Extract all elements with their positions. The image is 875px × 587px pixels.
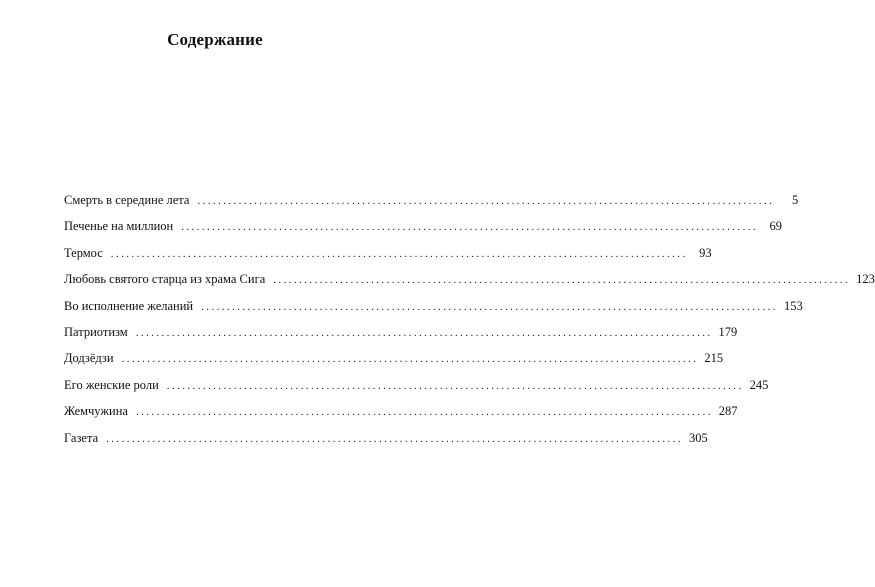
table-of-contents [64,193,875,457]
dot-leader: ................................................................................................................ [106,432,683,445]
dot-leader: ................................................................................................................ [110,247,688,260]
dot-leader: ................................................................................................................ [135,406,713,419]
toc-entry-title: Печенье на миллион [64,219,174,234]
toc-entry-title: Термос [64,245,103,260]
toc-entry-title: Смерть в середине лета [64,193,190,207]
toc-entry [64,219,783,245]
toc-entry-page-number: 69 [769,219,783,234]
dot-leader: ................................................................................................................ [135,326,713,339]
toc-entry [64,430,708,457]
page-title: Содержание [167,30,263,49]
toc-entry-page-number: 93 [699,245,712,260]
toc-entry-page-number: 215 [704,351,724,366]
toc-entry-page-number: 5 [792,193,799,207]
toc-entry-title: Во исполнение желаний [64,298,194,313]
toc-entry-title: Додзёдзи [64,351,114,366]
toc-entry-title: Его женские роли [64,377,159,392]
toc-entry-page-number: 123 [856,272,875,287]
toc-entry [64,324,738,351]
dot-leader: ................................................................................................................ [197,195,775,207]
toc-entry [64,404,738,430]
toc-entry [64,351,724,377]
toc-entry-title: Жемчужина [64,404,128,419]
toc-entry [64,245,712,272]
toc-entry [64,193,799,219]
dot-leader: ................................................................................................................ [181,221,759,234]
dot-leader: ................................................................................................................ [273,274,851,287]
dot-leader: ................................................................................................................ [201,300,778,313]
toc-entry [64,272,875,298]
toc-entry-page-number: 153 [783,298,803,313]
toc-entry-title: Любовь святого старца из храма Сига [64,272,266,287]
dot-leader: ................................................................................................................ [166,379,744,392]
toc-entry-title: Газета [64,430,99,445]
toc-entry-page-number: 287 [718,404,738,419]
dot-leader: ................................................................................................................ [121,353,699,366]
toc-entry-title: Патриотизм [64,324,128,339]
toc-entry-page-number: 245 [749,377,769,392]
toc-entry [64,377,769,404]
toc-entry [64,298,803,325]
toc-entry-page-number: 179 [718,324,738,339]
toc-entry-page-number: 305 [688,430,708,445]
